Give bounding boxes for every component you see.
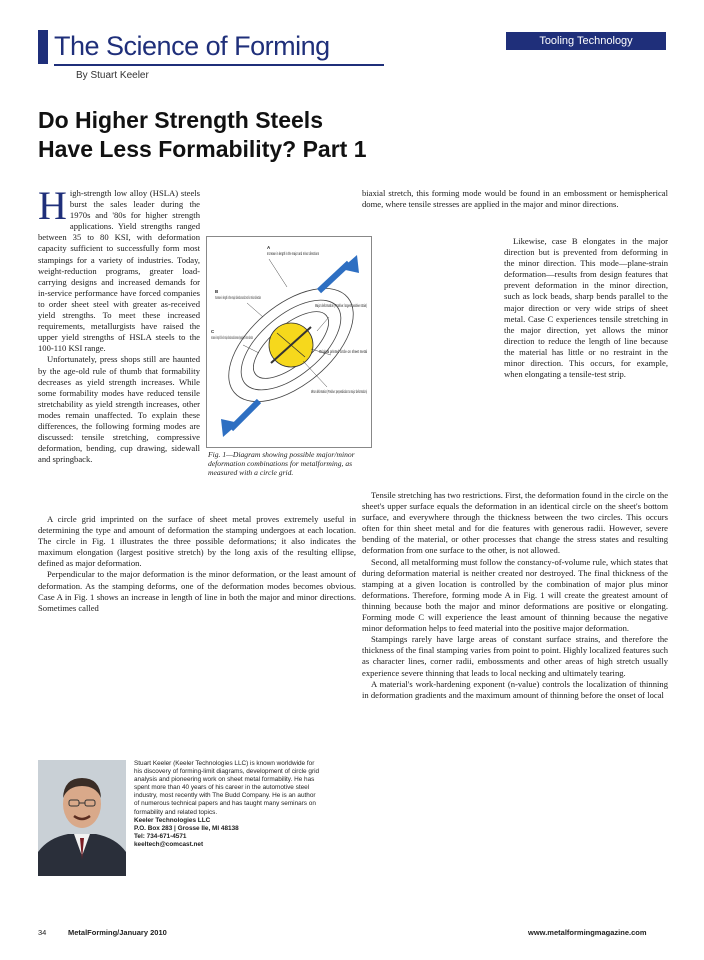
section-tag: Tooling Technology — [506, 32, 666, 50]
bio-description: Stuart Keeler (Keeler Technologies LLC) is known worldwide for his discovery of forming-limit diagrams, development of circle grid analysis and pioneering work on sheet metal formability. He has spent more than 40 years of his career in the automotive steel industry, most recently with The Budd Company. He is an author of numerous technical papers and has taught many seminars on formability and related topics. — [134, 760, 320, 816]
paragraph: Perpendicular to the major deformation is the minor deformation, or the least amount of deformation. As the stamping deforms, one of the deformation modes becomes obvious. Case A in Fig. 1 shows an increase in length of line in both the major and minor directions. Sometimes called — [38, 569, 356, 613]
label-c: Increase in length of line for major direction and decrease (negative) for minor direction — [211, 335, 254, 340]
bio-text — [134, 760, 322, 849]
label-b-letter: B — [215, 289, 219, 294]
header-accent-bar — [38, 30, 48, 64]
paragraph: Stampings rarely have large areas of constant surface strains, and therefore the thickness of the final stamping varies from point to point. Highly localized features such as character lines, corner radii, embossments and other areas of high stretch usually experience severe thinning that leads to local necking and ultimately tearing. — [362, 634, 668, 678]
label-original-circle: Original printed circle on sheet metal — [319, 349, 368, 354]
bio-phone: Tel: 734-671-4571 — [134, 832, 187, 840]
author-portrait-icon — [38, 760, 126, 876]
right-column-narrow — [504, 236, 668, 380]
arrow-down-left-shaft — [231, 401, 259, 429]
department-title: The Science of Forming — [54, 28, 384, 66]
label-b: Increase in length in the major direction and zero for minor direction — [215, 295, 262, 300]
paragraph: A material's work-hardening exponent (n-value) controls the localization of thinning in deformation gradients and the maximum amount of thinning before the onset of local — [362, 678, 668, 700]
label-minor-deformation: Minor deformation (Positive: perpendicular to major deformation) — [311, 389, 368, 394]
right-column-top: biaxial stretch, this forming mode would be found in an embossment or hemispherical dome, where tensile stresses are applied in the major and minor directions. — [362, 188, 668, 210]
bio-email[interactable]: keeltech@comcast.net — [134, 840, 204, 848]
left-column-lower — [38, 514, 356, 614]
paragraph: Likewise, case B elongates in the major direction but is prevented from deforming in the minor direction. This mode—plane-strain deformation—results from design features that prevent deformation in the minor direction, such as lock beads, sharp bends parallel to the major direction or very wide strips of sheet metal. Case C experiences tensile stretching in the major direction, yet allows the minor direction to reduce the length of line because the material has little or no restraint in the minor direction. This occurs, for example, when elongating a tensile-test strip. — [504, 236, 668, 380]
ellipse-diagram-svg — [207, 237, 371, 447]
label-a-letter: A — [267, 245, 271, 250]
bio-address: P.O. Box 283 | Grosse Ile, MI 48138 — [134, 824, 239, 832]
page-number: 34 — [38, 928, 47, 937]
label-major-deformation: Major deformation (Positive: largest positive strain) — [315, 303, 368, 308]
paragraph: A circle grid imprinted on the surface of sheet metal proves extremely useful in determining the type and amount of deformation the stamping undergoes at each location. The circle in Fig. 1 illustrates the three possible deformations; it also indicates the maximum elongation (largest positive stretch) by the long axis of the resulting ellipse, defined as major deformation. — [38, 514, 356, 569]
paragraph: High-strength low alloy (HSLA) steels burst the sales leader during the 1970s and '80s for higher strength applications. Yield strengths ranged between 35 to 80 KSI, with deformation capacity sufficient to successfully form most stampings for a variety of industries. Today, weight-reduction programs, greater load-carrying designs and increased demands for in-service performance have forced companies to order sheet steel with greater as-received yield strengths. To meet these increased requirements, metallurgists have raised the upper yield strengths of HSLA steels to the 100-110 KSI range. — [38, 183, 200, 354]
bio-company: Keeler Technologies LLC — [134, 816, 211, 824]
article-title — [38, 106, 478, 164]
publication-name: MetalForming/January 2010 — [68, 928, 167, 937]
byline: By Stuart Keeler — [76, 70, 149, 81]
author-photo — [38, 760, 126, 876]
paragraph: Second, all metalforming must follow the constancy-of-volume rule, which states that during deformation material is neither created nor destroyed. The final thickness of the stamping at a given location is controlled by the combination of major plus minor deformations. Therefore, forming mode A in Fig. 1 will create the greatest amount of thinning because both the major and minor deformations are positive or elongating. Forming mode C will experience the least amount of thinning because the negative minor deformation helps to feed material into the positive major deformation. — [362, 556, 668, 634]
deformation-diagram — [206, 236, 372, 448]
paragraph: Unfortunately, press shops still are haunted by the age-old rule of thumb that formability decreases as yield strength increases. While some formability modes have reduced tensile stretchability as yield strength increases, other modes remain unaffected. To explain these differences, the following forming modes are discussed: tensile stretching, compressive deformation, bending, cup drawing, sidewall and springback. — [38, 354, 200, 465]
article-title-line-1: Do Higher Strength Steels — [38, 107, 323, 133]
figure-1 — [206, 236, 370, 486]
figure-caption: Fig. 1—Diagram showing possible major/minor deformation combinations for metalforming, as measured with a circle grid. — [208, 450, 355, 478]
label-a: Increase in length in the major and minor directions — [267, 251, 320, 256]
left-column — [38, 183, 200, 465]
right-column-rest — [362, 490, 668, 701]
paragraph: Tensile stretching has two restrictions. First, the deformation found in the circle on the sheet's upper surface equals the deformation in an identical circle on the sheet's bottom surface, and everywhere through the thickness between the two circles. This occurs often for thin sheet metal and for die features with generous radii. However, severe bending of the material, or other processes that change the stress states and resulting deformation from one surface to the other, is not allowed. — [362, 490, 669, 556]
author-bio — [38, 760, 320, 884]
article-title-line-2: Have Less Formability? Part 1 — [38, 136, 367, 162]
arrow-up-right-shaft — [319, 263, 349, 291]
drop-cap: H — [38, 183, 67, 228]
website-link[interactable]: www.metalformingmagazine.com — [528, 928, 647, 937]
label-c-letter: C — [211, 329, 215, 334]
